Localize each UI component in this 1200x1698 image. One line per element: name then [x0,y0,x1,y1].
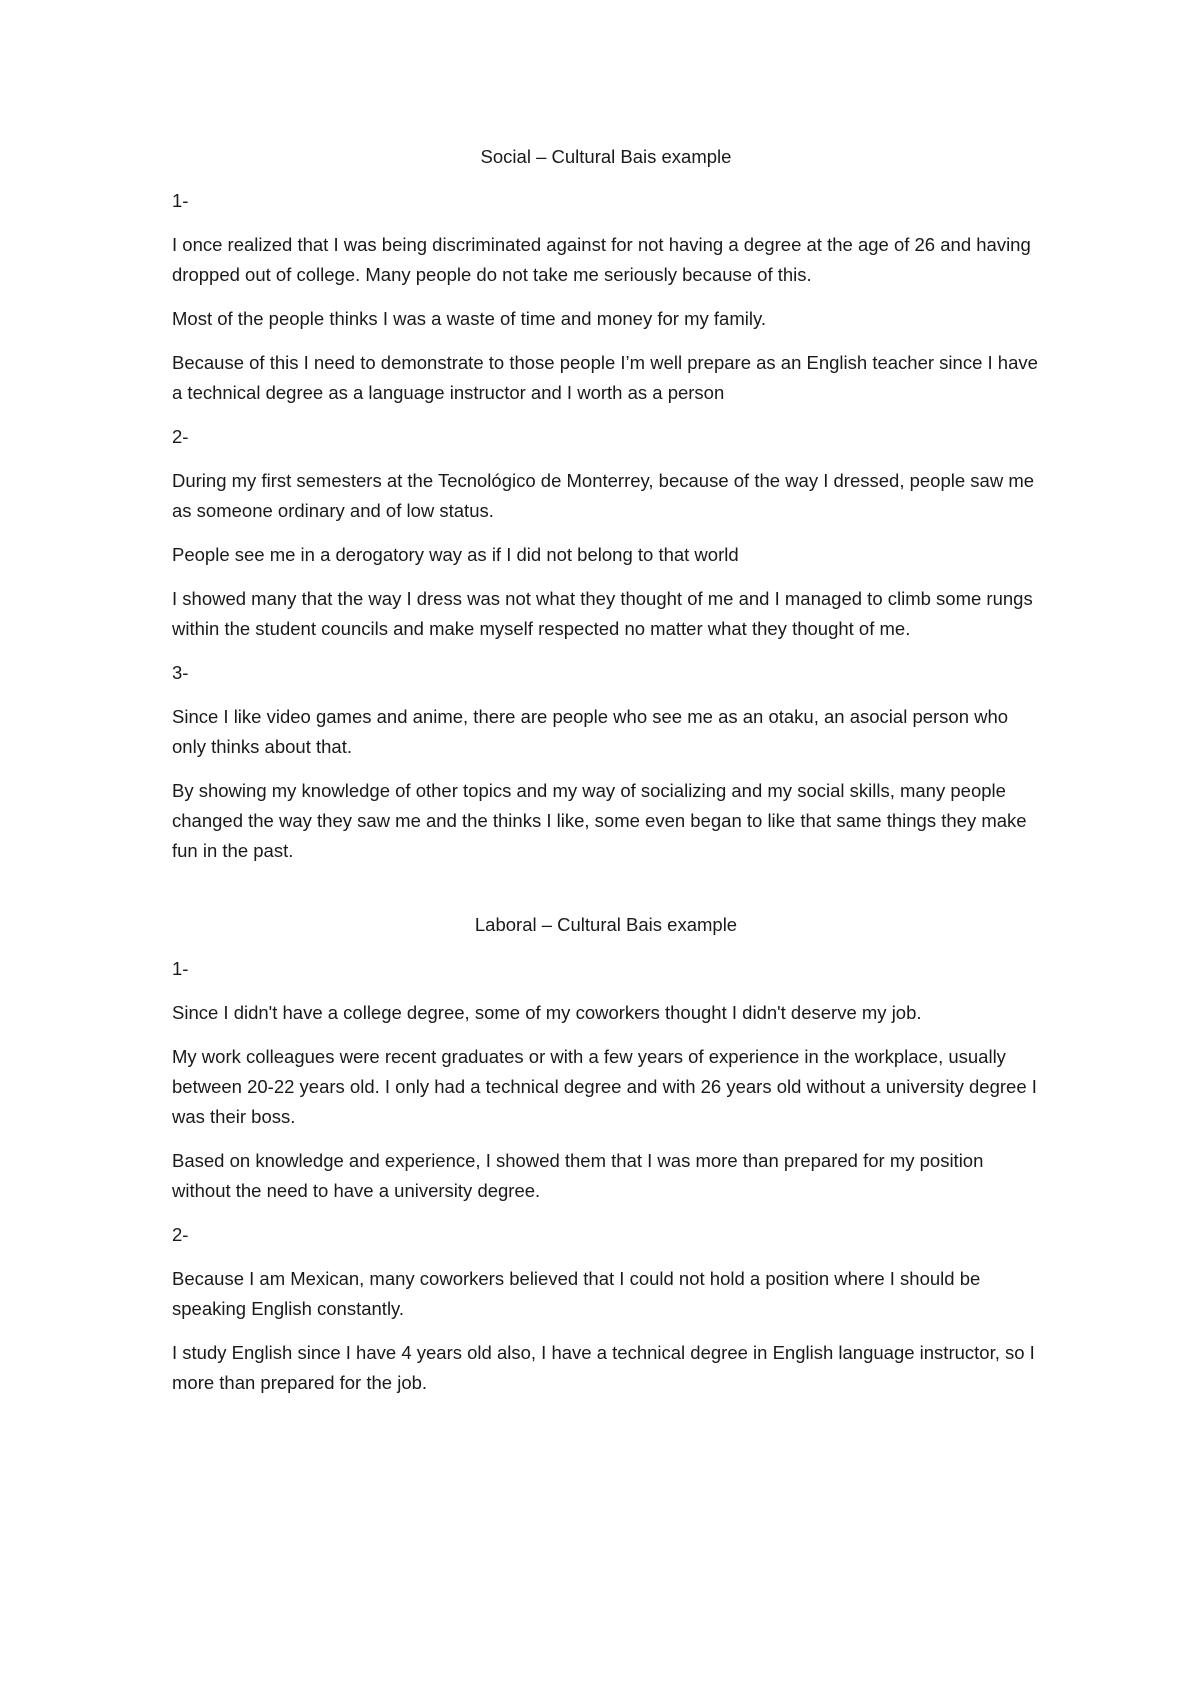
paragraph: My work colleagues were recent graduates or with a few years of experience in the workplace, usually between 20-22 years old. I only had a technical degree and with 26 years old without a university degree I was their boss. [172,1046,1037,1127]
item-1 [172,954,1040,1206]
item-1 [172,186,1040,408]
paragraph: I once realized that I was being discriminated against for not having a degree at the age of 26 and having dropped out of college. Many people do not take me seriously because of this. [172,234,1031,285]
paragraph: I showed many that the way I dress was not what they thought of me and I managed to climb some rungs within the student councils and make myself respected no matter what they thought of me. [172,588,1033,639]
section-social [172,142,1040,866]
item-number: 2- [172,1224,189,1245]
item-2 [172,422,1040,644]
paragraph: Most of the people thinks I was a waste of time and money for my family. [172,308,766,329]
paragraph: During my first semesters at the Tecnológico de Monterrey, because of the way I dressed, people saw me as someone ordinary and of low status. [172,470,1035,521]
item-number: 2- [172,426,189,447]
item-2 [172,1220,1040,1398]
item-number: 1- [172,958,189,979]
section-heading: Laboral – Cultural Bais example [474,914,738,935]
paragraph: Because of this I need to demonstrate to those people I’m well prepare as an English teacher since I have a technical degree as a language instructor and I worth as a person [172,352,1038,403]
paragraph: People see me in a derogatory way as if I did not belong to that world [172,544,739,565]
paragraph: Based on knowledge and experience, I showed them that I was more than prepared for my position without the need to have a university degree. [172,1150,984,1201]
paragraph: Because I am Mexican, many coworkers believed that I could not hold a position where I should be speaking English constantly. [172,1268,981,1319]
section-laboral [172,910,1040,1398]
section-heading: Social – Cultural Bais example [480,146,732,167]
item-3 [172,658,1040,866]
paragraph: By showing my knowledge of other topics and my way of socializing and my social skills, many people changed the way they saw me and the thinks I like, some even began to like that same things they make fun in the past. [172,780,1027,861]
section-spacer [172,880,1040,910]
item-number: 1- [172,190,189,211]
document-body [172,142,1040,1412]
paragraph: I study English since I have 4 years old also, I have a technical degree in English language instructor, so I more than prepared for the job. [172,1342,1035,1393]
paragraph: Since I like video games and anime, there are people who see me as an otaku, an asocial person who only thinks about that. [172,706,1009,757]
paragraph: Since I didn't have a college degree, some of my coworkers thought I didn't deserve my job. [172,1002,922,1023]
item-number: 3- [172,662,189,683]
